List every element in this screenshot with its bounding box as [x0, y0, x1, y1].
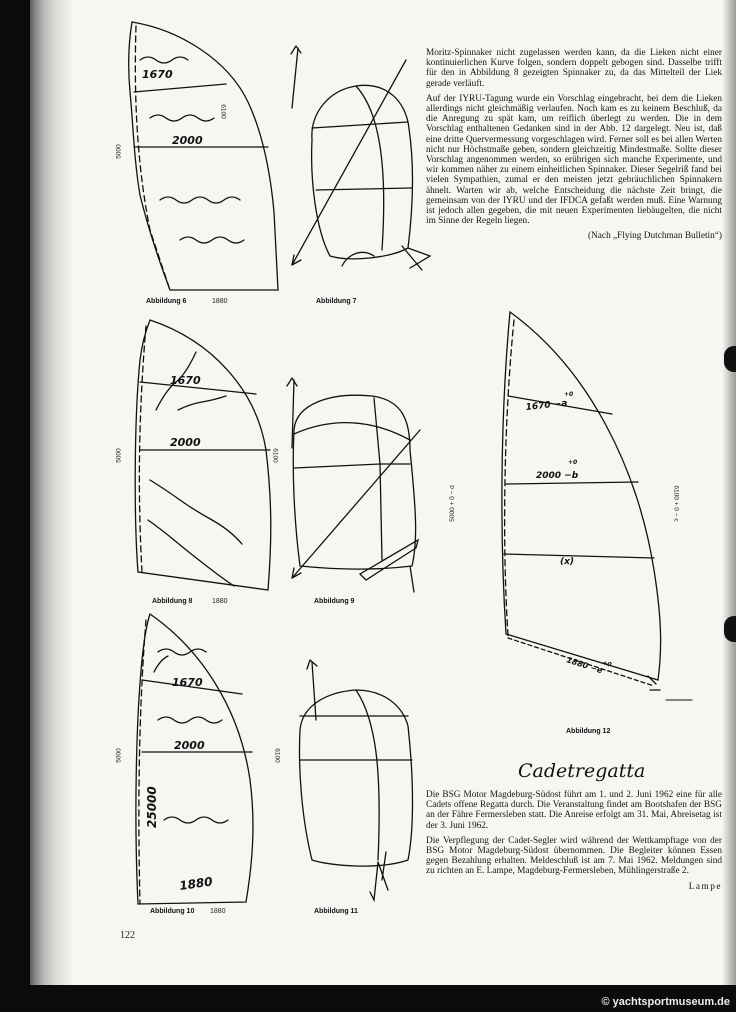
fig6-measure-1: 1670 — [142, 68, 173, 81]
figure-10-sail-outline — [136, 614, 253, 904]
figure-6-sail-outline — [129, 22, 278, 290]
figure-12-rule-diagram — [502, 312, 692, 700]
fig12-measure-1: 1670 −a — [525, 398, 568, 413]
fig12-foot: 1880 −e — [565, 655, 604, 676]
cadet-signature: Lampe — [688, 881, 722, 892]
fig6-caption: Abbildung 6 — [146, 298, 187, 305]
fig8-measure-1: 1670 — [170, 374, 201, 387]
fig8-measure-2: 2000 — [170, 436, 201, 449]
fig12-caption: Abbildung 12 — [566, 728, 611, 735]
fig12-foot-sup: +0 — [601, 659, 613, 669]
watermark: © yachtsportmuseum.de — [601, 996, 730, 1008]
figure-11-spinnaker-view — [300, 660, 413, 900]
fig6-measure-2: 2000 — [172, 134, 203, 147]
fig8-foot-dimension: 1880 — [212, 598, 228, 605]
cadet-paragraph-2: Die Verpflegung der Cadet-Segler wird während der Wettkampftage von der BSG Motor Magdeburg-Südost übernommen. Die Begleiter können Essen gegen Bezahlung erhalten. Meldeschluß ist am 7. Mai 1962. Meldungen sind zu richten an E. Lampe, Magdeburg-Fermersleben, Mühlingerstraße 2. — [426, 835, 722, 877]
fig6-side-dimension: 5000 — [115, 144, 123, 159]
cadet-text — [426, 790, 722, 892]
fig12-left-dimension: 5000 + 0 − d — [448, 485, 456, 522]
figure-7-spinnaker-view — [291, 46, 430, 270]
fig10-side-dimension: 5000 — [115, 748, 123, 763]
page-number: 122 — [120, 930, 135, 941]
fig10-foot-dimension: 1880 — [210, 908, 226, 915]
fig9-side-dimension: 6100 — [271, 448, 279, 463]
fig10-foot-handwritten: 1880 — [178, 874, 214, 893]
cadet-heading: Cadetregatta — [518, 760, 646, 782]
article-paragraph-2: Auf der IYRU-Tagung wurde ein Vorschlag eingebracht, bei dem die Lieken allerdings nicht gleichmäßig verlaufen. Noch kam es zu keinem Beschluß, da die Anregung zu spät kam, um reiflich überlegt zu werden. Die in dem Vorschlag enthaltenen Gedanken sind in der Abb. 12 dargelegt. Neu ist, daß eine dritte Quervermessung vorgeschlagen wird. Ferner soll es bei allen Werten nicht nur Höchstmaße geben, sondern gleichzeitig Mindestmaße. Sollte dieser Vorschlag angenommen werden, so erübrigen sich manche Experimente, und wir kommen näher zu einem einheitlichen Spinnaker. Dieser Segelriß fand bei vielen Sympathien, zumal er den meisten jetzt gebräuchlichen Spinnakern ähnelt. Warten wir ab, welche Entscheidung die nächste Zeit bringt, die gemeinsam von der IYRU und der IFDCA gefaßt werden muß. Eine Warnung ist jedoch allen gegeben, die mit neuen Experimenten liebäugelten, die nicht im Sinne der Regeln liegen. — [426, 93, 722, 227]
fig10-side-handwritten: 25000 — [145, 786, 159, 828]
fig6-right-dimension: 6100 — [219, 104, 227, 119]
cadet-paragraph-1: Die BSG Motor Magdeburg-Südost führt am 1. und 2. Juni 1962 eine für alle Cadets offene Regatta durch. Die Veranstaltung findet am Bootshafen der BSG an der Fähre Fermersleben statt. Die Anreise erfolgt am 31. Mai, Abreisetag ist der 3. Juni 1962. — [426, 790, 722, 831]
fig11-caption: Abbildung 11 — [314, 908, 358, 915]
fig10-measure-1: 1670 — [172, 676, 203, 689]
fig9-caption: Abbildung 9 — [314, 598, 355, 605]
fig8-caption: Abbildung 8 — [152, 598, 193, 605]
fig7-caption: Abbildung 7 — [316, 298, 357, 305]
fig12-measure-3: (x) — [560, 557, 575, 567]
article-text — [426, 48, 722, 242]
fig8-side-dimension: 5000 — [115, 448, 123, 463]
fig12-measure-1-sup: +0 — [564, 391, 574, 398]
figure-8-sail-outline — [135, 320, 271, 590]
fig12-measure-2-sup: +0 — [568, 459, 578, 466]
fig12-measure-2: 2000 −b — [536, 471, 579, 481]
magazine-page — [30, 0, 736, 985]
fig10-caption: Abbildung 10 — [150, 908, 195, 915]
fig11-side-dimension: 6100 — [273, 748, 281, 763]
article-paragraph-1: Moritz-Spinnaker nicht zugelassen werden kann, da die Lieken nicht einer kontinuierlichen Kurve folgen, sondern doppelt gebogen sind. Dasselbe trifft für den in Abbildung 8 gezeigten Spinnaker zu, da das Mittelteil der Liek gerade verläuft. — [426, 48, 722, 89]
article-source: (Nach „Flying Dutchman Bulletin“) — [588, 231, 722, 242]
fig10-measure-2: 2000 — [174, 739, 205, 752]
fig12-right-dimension: 6100 + 0 − c — [672, 485, 680, 522]
figure-9-spinnaker-view — [287, 378, 420, 592]
fig6-foot-dimension: 1880 — [212, 298, 228, 305]
